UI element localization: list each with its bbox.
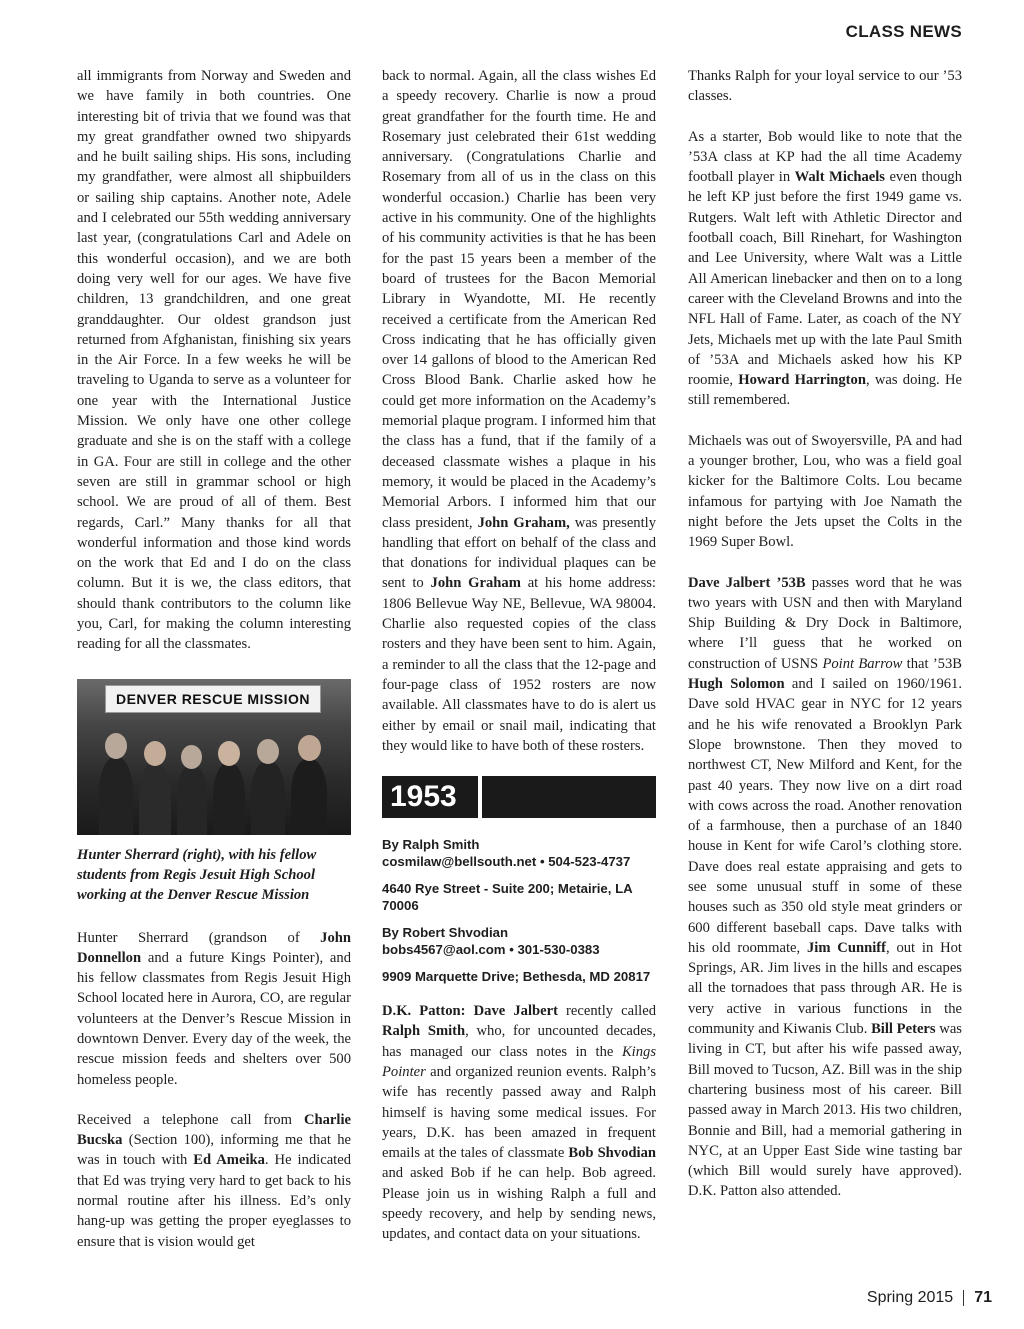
name-jim-cunniff: Jim Cunniff <box>806 939 886 956</box>
title-kings-pointer: Kings Pointer <box>382 1043 656 1080</box>
ship-point-barrow: Point Barrow <box>822 655 903 672</box>
name-charlie-bucska: Charlie Bucska <box>77 1111 351 1149</box>
section-header: CLASS NEWS <box>845 22 962 41</box>
name-dk-patton-dave-jalbert: D.K. Patton: Dave Jalbert <box>382 1003 558 1020</box>
footer-divider <box>963 1290 964 1306</box>
name-hugh-solomon: Hugh Solomon <box>688 676 785 693</box>
contact-robert-email[interactable]: bobs4567@aol.com • 301-530-0383 <box>382 942 600 958</box>
name-dave-jalbert: Dave Jalbert ’53B <box>688 574 806 591</box>
photo-sign: DENVER RESCUE MISSION <box>105 685 321 713</box>
name-bob-shvodian: Bob Shvodian <box>568 1145 656 1162</box>
contact-ralph-email[interactable]: cosmilaw@bellsouth.net • 504-523-4737 <box>382 854 631 870</box>
paragraph-dk-patton: D.K. Patton: Dave Jalbert recently called Ralph Smith, who, for uncounted decades, has managed our class notes in the Kings Pointer and organized reunion events. Ralph’s wife has recently passed away and Ralph himself is having some medical issues. For years, D.K. has been amazed in frequent emails at the tales of classmate Bob Shvodian and asked Bob if he can help. Bob agreed. Please join us in wishing Ralph a full and speedy recovery, and help by sending news, updates, and contact data on your situations. <box>382 1003 657 1243</box>
name-walt-michaels: Walt Michaels <box>794 169 885 186</box>
paragraph-lou-michaels: Michaels was out of Swoyersville, PA and had a younger brother, Lou, who was a field goal kicker for the Baltimore Colts. Lou became infamous for partying with Joe Namath the night before the Jets upset the Colts in the 1969 Super Bowl. <box>688 432 962 551</box>
paragraph-thanks-ralph: Thanks Ralph for your loyal service to our ’53 classes. <box>688 68 962 105</box>
contact-robert-address: 9909 Marquette Drive; Bethesda, MD 20817 <box>382 969 651 985</box>
paragraph-charlie-bucska: Received a telephone call from Charlie Bucska (Section 100), informing me that he was in touch with Ed Ameika. He indicated that Ed was trying very hard to get back to his normal routine after his illness. Ed’s only hang-up was getting the proper eyeglasses to ensure that is vision would get <box>77 1111 351 1250</box>
paragraph-walt-michaels: As a starter, Bob would like to note that the ’53A class at KP had the all time Academy football player in Walt Michaels even though he left KP just before the first 1949 game vs. Rutgers. Walt left with Athletic Director and football coach, Bill Rinehart, for Washington and Lee University, where Walt was a Little All American linebacker and then on to a long career with the Cleveland Browns and into the NFL Hall of Fame. Later, as coach of the NY Jets, Michaels met up with the late Paul Smith of ’53A and Michaels asked how his KP roomie, Howard Harrington, was doing. He still remembered. <box>688 128 962 409</box>
column-1 <box>77 66 351 1272</box>
name-john-donnellon: John Donnellon <box>77 929 351 966</box>
name-john-graham-2: John Graham <box>430 575 521 592</box>
class-year-label: 1953 <box>382 776 478 818</box>
contact-robert-shvodian: By Robert Shvodian bobs4567@aol.com • 301-530-0383 <box>382 924 656 958</box>
name-john-graham: John Graham, <box>477 514 570 531</box>
paragraph-dave-jalbert: Dave Jalbert ’53B passes word that he was two years with USN and then with Maryland Ship Building & Dry Dock in Baltimore, where I’ll guess that he worked on construction of USNS Point Barrow that ’53B Hugh Solomon and I sailed on 1960/1961. Dave sold HVAC gear in NYC for 12 years and he his wife renovated a Brooklyn Park Slope brownstone. Then they moved to northwest CT, New Milford and Kent, for the past 40 years. They now live on a dirt road with cows across the road. Another renovation of a farmhouse, then a purchase of an 1840 house in Kent for wife Carol’s clothing store. Dave does real estate appraising and gets to see some unusual stuff in some of these houses such as 350 old style meat grinders or 600 different baseball caps. Dave talks with his old roommate, Jim Cunniff, out in Hot Springs, AR. Jim lives in the hills and escapes all the tornadoes that pass through AR. He is very active in various functions in the community and Kiwanis Club. Bill Peters was living in CT, but after his wife passed away, Bill moved to Tucson, AZ. Bill was in the ship chartering business most of his career. Bill passed away in March 2013. His two children, Bonnie and Bill, had a memorial gathering in NYC, at an Upper East Side wine tasting bar (which Bill would surely have approved). D.K. Patton also attended. <box>688 574 963 1200</box>
paragraph-charlie-continued: back to normal. Again, all the class wishes Ed a speedy recovery. Charlie is now a proud great grandfather for the fourth time. He and Rosemary just celebrated their 61st wedding anniversary. (Congratulations Charlie and Rosemary from all of us in the class on this wonderful occasion.) Charlie has been very active in his community. One of the highlights of his community activities is that he has been for the past 15 years been a member of the board of trustees for the Bacon Memorial Library in Wyandotte, MI. He recently received a certificate from the American Red Cross indicating that he has officially given over 14 gallons of blood to the American Red Cross Blood Bank. Charlie asked how he could get more information on the Academy’s memorial plaque program. I informed him that the class has a fund, that if the family of a deceased classmate wishes a plaque in his memory, it would be placed in the Academy’s Memorial Arbors. I informed him that our class president, John Graham, was presently handling that effort on behalf of the class and that donations for individual plaques can be sent to John Graham at his home address: 1806 Bellevue Way NE, Bellevue, WA 98004. Charlie also requested copies of the class rosters and they have been sent to him. Again, a reminder to all the class that the 12-page and four-page class of 1952 rosters are now available. All classmates have to do is alert us either by email or snail mail, indicating that they would like to have both of these rosters. <box>382 68 656 754</box>
issue-label: Spring 2015 <box>866 1289 954 1306</box>
page-number: 71 <box>974 1289 992 1306</box>
denver-rescue-mission-photo <box>77 679 351 835</box>
column-3 <box>688 66 962 1222</box>
paragraph-hunter-sherrard: Hunter Sherrard (grandson of John Donnellon and a future Kings Pointer), and his fellow classmates from Regis Jesuit High School located here in Aurora, CO, are regular volunteers at the Denver’s Rescue Mission in downtown Denver. Every day of the week, the rescue mission feeds and shelters over 500 homeless people. <box>77 929 351 1088</box>
paragraph-carl-letter: all immigrants from Norway and Sweden and we have family in both countries. One interesting bit of trivia that we found was that my great grandfather owned two shipyards and he built sailing ships. His sons, including my grandfather, were almost all shipbuilders or sailing ship captains. Another note, Adele and I celebrated our 55th wedding anniversary last year, (congratulations Carl and Adele on this wonderful occasion), and we are both doing very well for our ages. We have five children, 13 grandchildren, and one great granddaughter. Our oldest grandson just returned from Afghanistan, finishing six years in the Air Force. In a few weeks he will be traveling to Uganda to serve as a volunteer for one year with the International Justice Mission. We only have one other college graduate and she is on the staff with a college in GA. Four are still in college and the other seven are still in grammar school or high school. We are proud of all of them. Best regards, Carl.” Many thanks for all that wonderful information and those kind words on the work that Ed and I do on the class column. But it is we, the class editors, that should thank contributors to the column like you, Carl, for making the column interesting reading for all the classmates. <box>77 68 351 653</box>
photo-caption: Hunter Sherrard (right), with his fellow students from Regis Jesuit High School working at the Denver Rescue Mission <box>77 846 317 904</box>
class-year-banner <box>382 776 656 818</box>
name-ralph-smith: Ralph Smith <box>382 1023 466 1040</box>
name-ed-ameika: Ed Ameika <box>193 1152 265 1169</box>
page-footer <box>867 1289 992 1307</box>
contact-ralph-address: 4640 Rye Street - Suite 200; Metairie, LA 70006 <box>382 881 633 914</box>
name-howard-harrington: Howard Harrington <box>738 372 866 389</box>
name-bill-peters: Bill Peters <box>871 1021 936 1038</box>
contact-ralph-smith: By Ralph Smith cosmilaw@bellsouth.net • 504-523-4737 <box>382 836 656 870</box>
column-2 <box>382 66 656 1265</box>
